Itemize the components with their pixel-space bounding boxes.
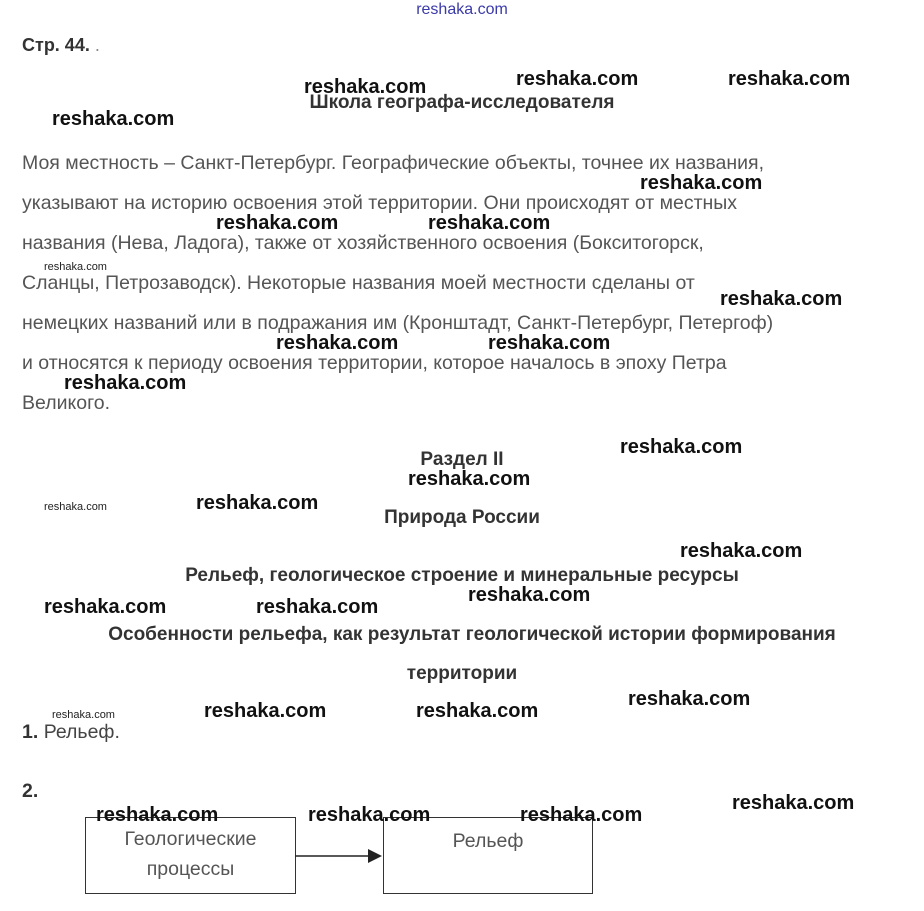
watermark: reshaka.com [720,288,843,310]
watermark: reshaka.com [620,436,743,458]
diagram-box-relief [383,817,593,894]
watermark: reshaka.com [488,332,611,354]
watermark: reshaka.com [304,76,427,98]
answer-1-text: Рельеф. [43,721,120,743]
answer-1 [22,721,120,744]
watermark: reshaka.com [416,700,539,722]
watermark: reshaka.com [308,804,431,826]
answer-2 [22,780,38,803]
answer-2-number: 2. [22,780,39,802]
diagram-box-processes-line1: Геологические [124,828,257,850]
watermark: reshaka.com [96,804,219,826]
watermark: reshaka.com [256,596,379,618]
watermark: reshaka.com [52,709,115,721]
watermark: reshaka.com [728,68,851,90]
watermark: reshaka.com [628,688,751,710]
answer-1-number: 1. [22,721,39,743]
page-ref-label: Стр. 44. [22,35,90,55]
paragraph-line: Моя местность – Санкт-Петербург. Географические объекты, точнее их названия, [22,152,764,174]
paragraph-line: Сланцы, Петрозаводск). Некоторые названия моей местности сделаны от [22,272,695,294]
watermark: reshaka.com [196,492,319,514]
watermark: reshaka.com [44,596,167,618]
watermark: reshaka.com [732,792,855,814]
subchapter-heading: Рельеф, геологическое строение и минеральные ресурсы [185,565,739,586]
diagram-arrow [295,846,385,866]
paragraph-line: и относятся к периоду освоения территории, которое началось в эпоху Петра [22,352,727,374]
topic-heading: Особенности рельефа, как результат геологической истории формирования [108,624,836,645]
watermark: reshaka.com [204,700,327,722]
watermark: reshaka.com [520,804,643,826]
watermark: reshaka.com [428,212,551,234]
watermark: reshaka.com [276,332,399,354]
watermark: reshaka.com [64,372,187,394]
watermark: reshaka.com [680,540,803,562]
watermark: reshaka.com [468,584,591,606]
site-header[interactable]: reshaka.com [416,1,508,18]
page-ref-trail: . [94,35,100,55]
paragraph-line: названия (Нева, Ладога), также от хозяйственного освоения (Бокситогорск, [22,232,704,254]
watermark: reshaka.com [408,468,531,490]
topic-heading-cont: территории [406,663,518,684]
diagram-box-processes [85,817,296,894]
diagram-box-processes-line2: процессы [146,858,235,880]
paragraph-line: немецких названий или в подражания им (Кронштадт, Санкт-Петербург, Петергоф) [22,312,774,334]
part-heading: Раздел II [420,449,504,470]
chapter-heading: Природа России [384,507,540,528]
paragraph-line: указывают на историю освоения этой территории. Они происходят от местных [22,192,738,214]
watermark: reshaka.com [516,68,639,90]
page-reference [22,35,100,56]
watermark: reshaka.com [44,261,107,273]
diagram-box-relief-label: Рельеф [452,830,524,852]
section-title: Школа географа-исследователя [309,92,615,113]
watermark: reshaka.com [216,212,339,234]
watermark: reshaka.com [52,108,175,130]
paragraph-line: Великого. [22,392,111,414]
watermark: reshaka.com [640,172,763,194]
watermark: reshaka.com [44,501,107,513]
